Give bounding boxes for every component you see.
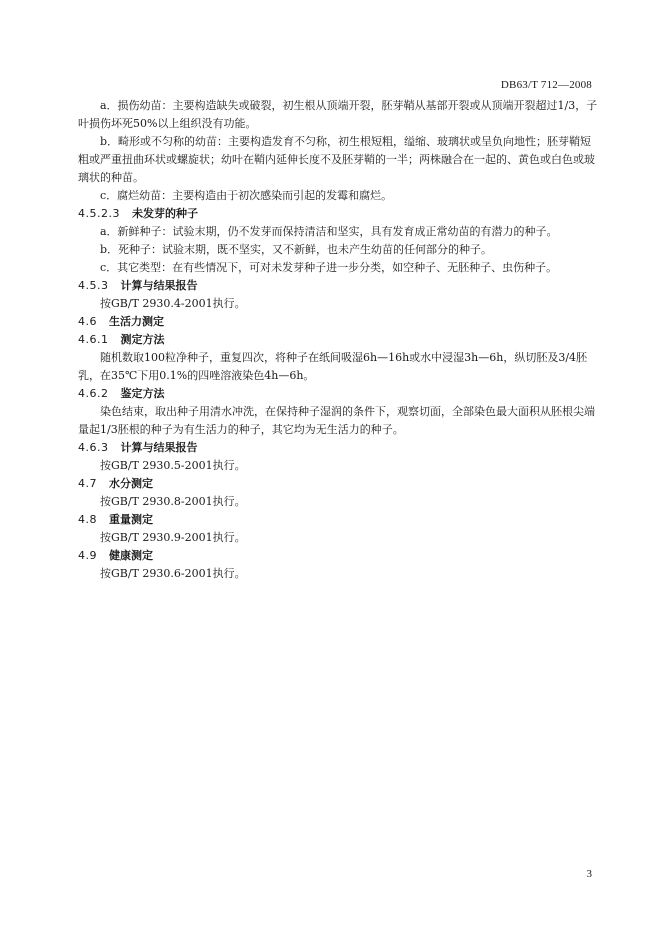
section-number: 4.9	[78, 549, 97, 562]
section-heading	[78, 439, 598, 457]
body-paragraph: 随机数取100粒净种子，重复四次，将种子在纸间吸湿6h—16h或水中浸湿3h—6h，纵切胚及3/4胚乳，在35℃下用0.1%的四唑溶液染色4h—6h。	[78, 351, 588, 382]
section-heading	[78, 475, 598, 493]
section-title: 计算与结果报告	[120, 441, 198, 454]
page-number: 3	[586, 868, 592, 880]
section-title: 未发芽的种子	[131, 207, 198, 220]
section-heading	[78, 331, 598, 349]
document-body	[78, 97, 598, 583]
body-paragraph: 按GB/T 2930.5-2001执行。	[100, 459, 246, 472]
body-paragraph: a．新鲜种子：试验末期，仍不发芽而保持清洁和坚实，具有发育成正常幼苗的有潜力的种子。	[100, 225, 558, 238]
document-number: DB63/T 712—2008	[500, 79, 592, 91]
section-heading	[78, 277, 598, 295]
section-title: 计算与结果报告	[120, 279, 198, 292]
section-heading	[78, 511, 598, 529]
section-number: 4.6	[78, 315, 97, 328]
body-paragraph: c．其它类型：在有些情况下，可对未发芽种子进一步分类，如空种子、无胚种子、虫伤种子。	[100, 261, 558, 274]
body-paragraph: a．损伤幼苗：主要构造缺失或破裂，初生根从顶端开裂，胚芽鞘从基部开裂或从顶端开裂超过1/3，子叶损伤坏死50%以上组织没有功能。	[78, 99, 598, 130]
section-heading	[78, 385, 598, 403]
section-heading	[78, 313, 598, 331]
section-title: 测定方法	[120, 333, 165, 346]
body-paragraph: 染色结束，取出种子用清水冲洗，在保持种子湿润的条件下，观察切面，全部染色最大面积从胚根尖端量起1/3胚根的种子为有生活力的种子，其它均为无生活力的种子。	[78, 405, 595, 436]
body-paragraph: 按GB/T 2930.9-2001执行。	[100, 531, 246, 544]
section-title: 水分测定	[109, 477, 153, 490]
body-paragraph: 按GB/T 2930.8-2001执行。	[100, 495, 246, 508]
section-number: 4.8	[78, 513, 97, 526]
body-paragraph: c．腐烂幼苗：主要构造由于初次感染而引起的发霉和腐烂。	[100, 189, 393, 202]
body-paragraph: 按GB/T 2930.4-2001执行。	[100, 297, 246, 310]
section-number: 4.5.2.3	[78, 207, 120, 220]
section-title: 生活力测定	[109, 315, 164, 328]
section-heading	[78, 205, 598, 223]
section-title: 健康测定	[109, 549, 153, 562]
section-title: 重量测定	[109, 513, 153, 526]
section-number: 4.6.2	[78, 387, 109, 400]
section-title: 鉴定方法	[120, 387, 165, 400]
section-heading	[78, 547, 598, 565]
body-paragraph: 按GB/T 2930.6-2001执行。	[100, 567, 246, 580]
body-paragraph: b．死种子：试验末期，既不坚实，又不新鲜，也未产生幼苗的任何部分的种子。	[100, 243, 493, 256]
section-number: 4.7	[78, 477, 97, 490]
section-number: 4.6.1	[78, 333, 109, 346]
section-number: 4.6.3	[78, 441, 109, 454]
body-paragraph: b．畸形或不匀称的幼苗：主要构造发育不匀称，初生根短粗，缢缩、玻璃状或呈负向地性；胚芽鞘短粗或严重扭曲环状或螺旋状；幼叶在鞘内延伸长度不及胚芽鞘的一半；两株融合在一起的、黄色或白色或玻璃状的种苗。	[78, 135, 595, 184]
section-number: 4.5.3	[78, 279, 109, 292]
